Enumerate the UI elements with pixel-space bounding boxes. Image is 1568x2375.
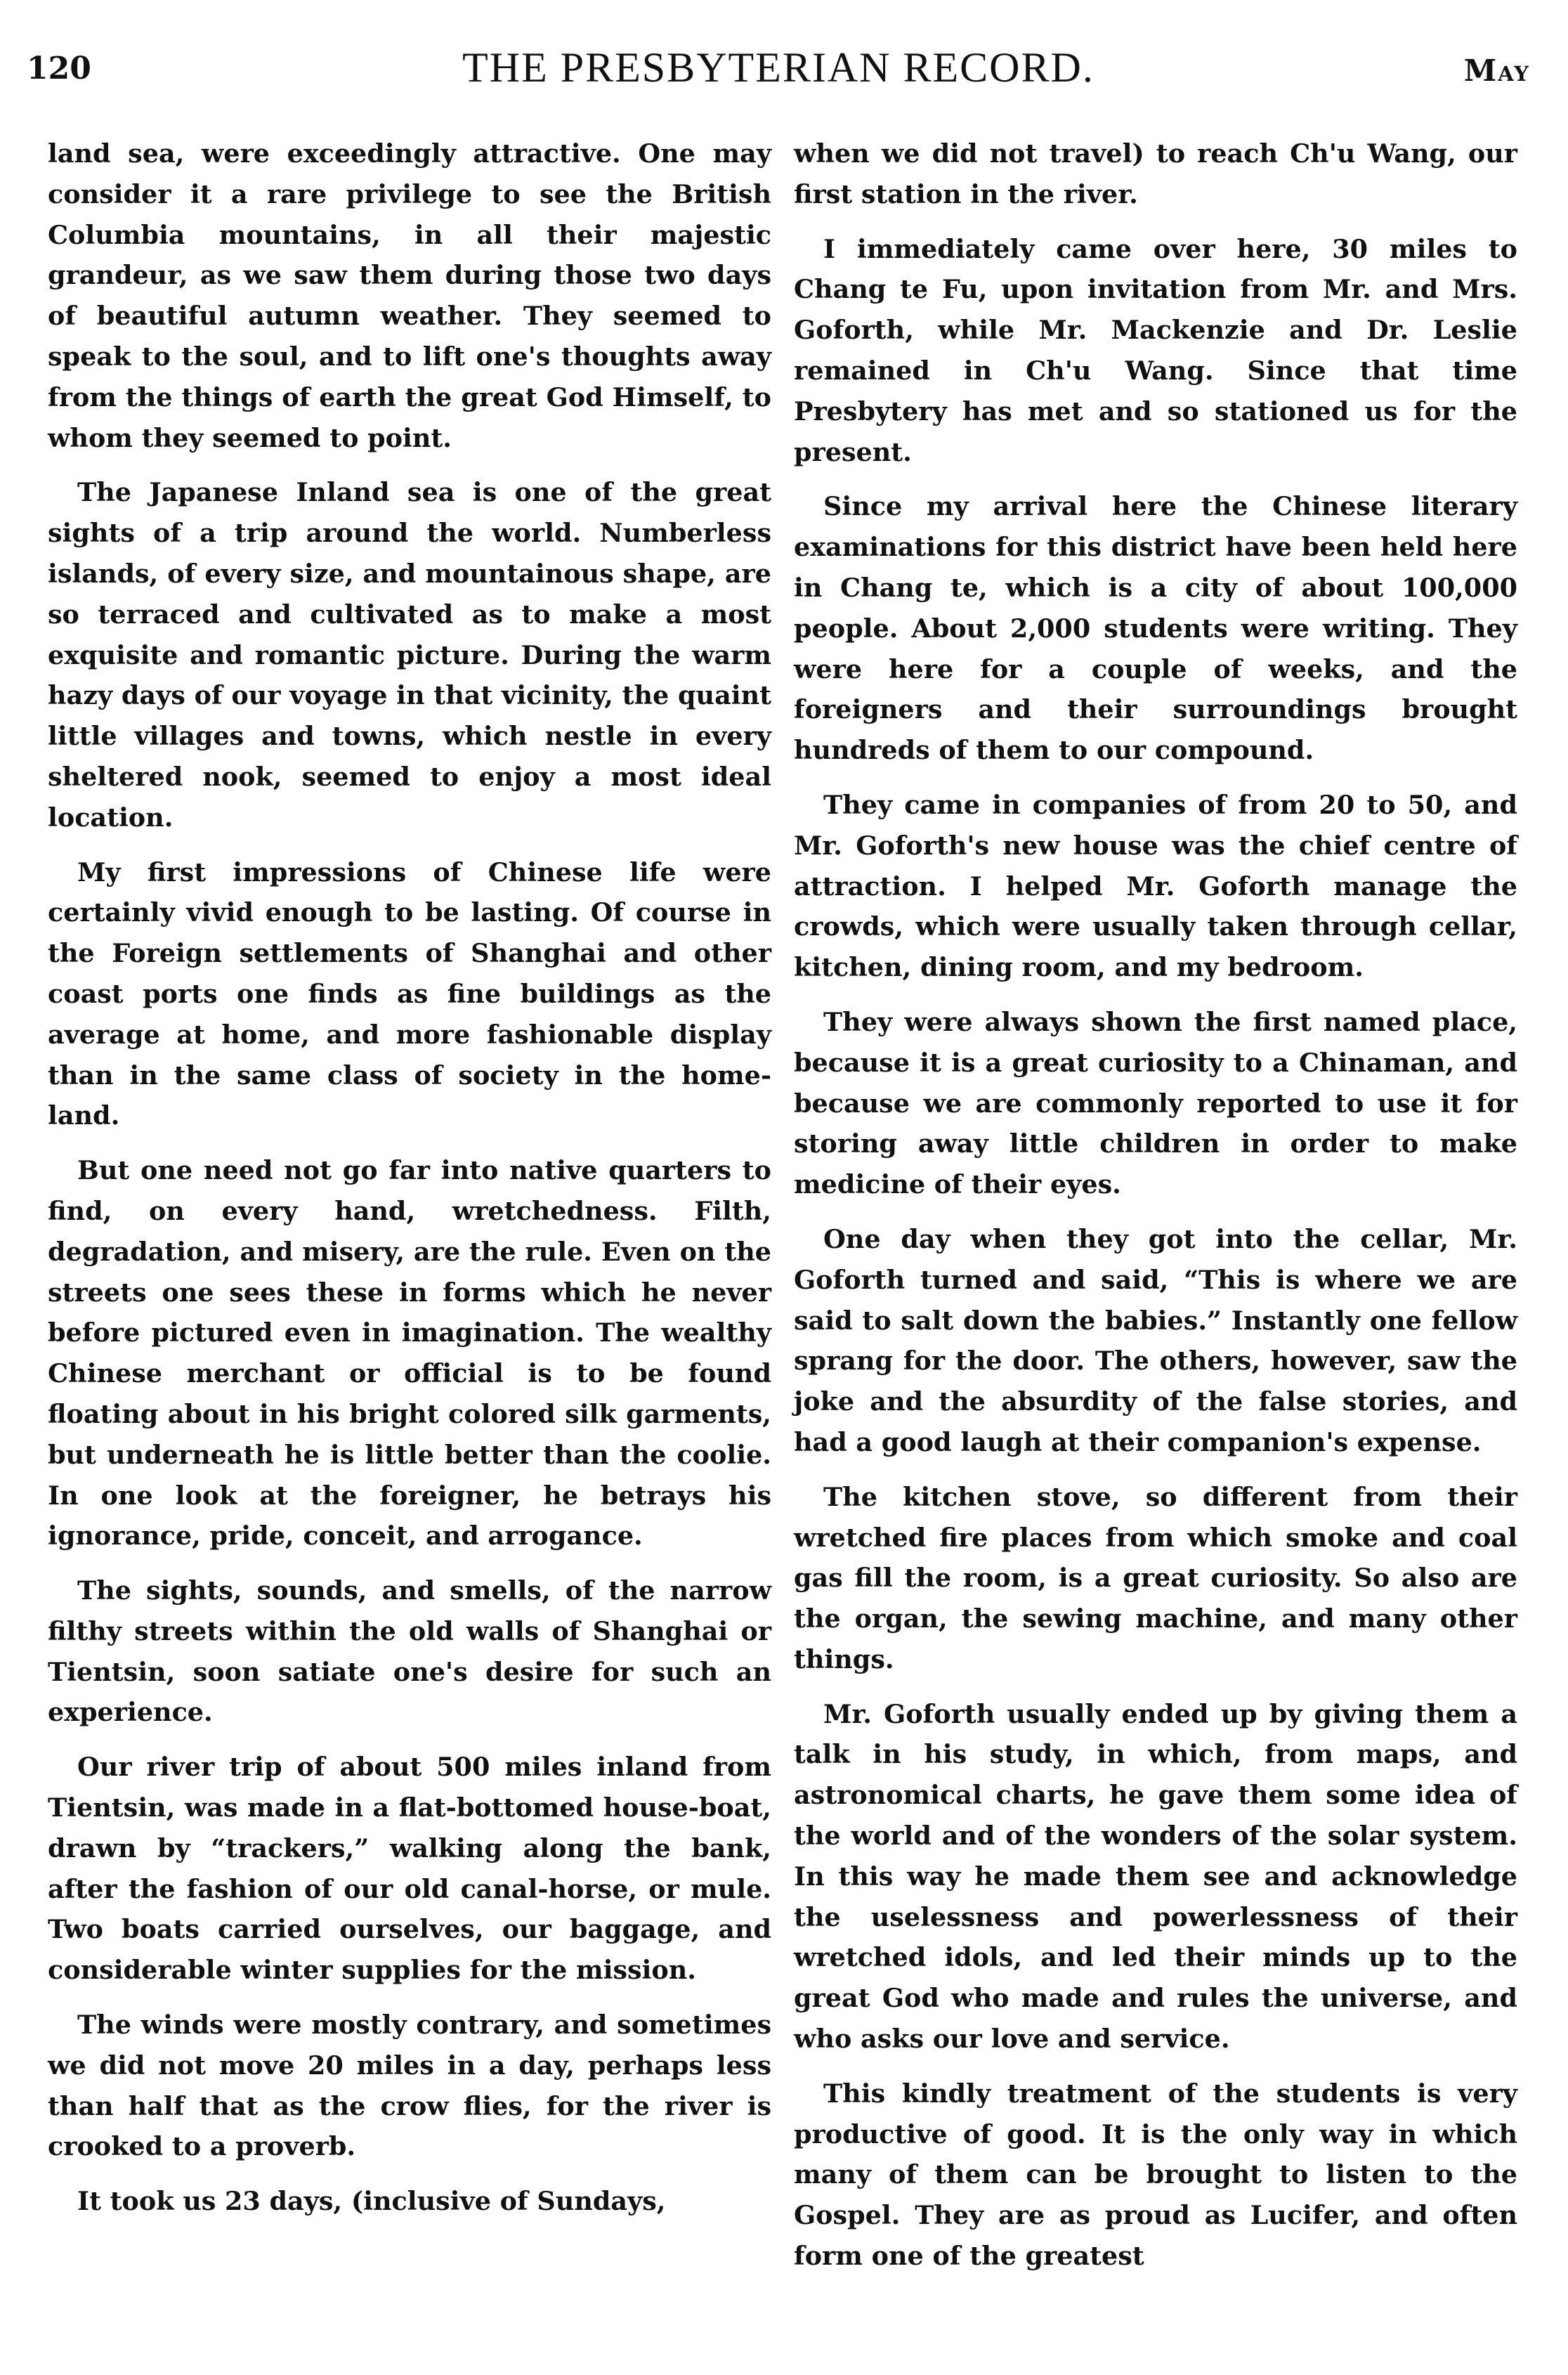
paragraph: Since my arrival here the Chinese literary examinations for this district have been held here in Chang te, which is a city of about 100,000 people. About 2,000 students were writing. They were here for a couple of weeks, and the foreigners and their surroundings brought hundreds of them to our compound. [794, 491, 1517, 766]
paragraph: land sea, were exceedingly attractive. One may consider it a rare privilege to see the British Columbia mountains, in all their majestic grandeur, as we saw them during those two days of beautiful autumn weather. They seemed to speak to the soul, and to lift one's thoughts away from the things of earth the great God Himself, to whom they seemed to point. [48, 138, 771, 453]
page-number: 120 [27, 51, 91, 86]
paragraph: They were always shown the first named place, because it is a great curiosity to a Chinaman, and because we are commonly reported to use it for storing away little children in order to make medicine of their eyes. [794, 1006, 1517, 1200]
running-title: THE PRESBYTERIAN RECORD. [462, 44, 1095, 91]
paragraph: One day when they got into the cellar, Mr. Goforth turned and said, “This is where we are said to salt down the babies.” Instantly one fellow sprang for the door. The others, however, saw the joke and the absurdity of the false stories, and had a good laugh at their companion's expense. [794, 1223, 1517, 1457]
paragraph: The kitchen stove, so different from their wretched fire places from which smoke and coal gas fill the room, is a great curiosity. So also are the organ, the sewing machine, and many other things. [794, 1481, 1517, 1674]
right-column [794, 134, 1517, 2291]
paragraph: Our river trip of about 500 miles inland from Tientsin, was made in a flat-bottomed house-boat, drawn by “trackers,” walking along the bank, after the fashion of our old canal-horse, or mule. Two boats carried ourselves, our baggage, and considerable winter supplies for the mission. [48, 1752, 771, 1986]
paragraph: But one need not go far into native quarters to find, on every hand, wretchedness. Filth, degradation, and misery, are the rule. Even on the streets one sees these in forms which he never before pictured even in imagination. The wealthy Chinese merchant or official is to be found floating about in his bright colored silk garments, but underneath he is little better than the coolie. In one look at the foreigner, he betrays his ignorance, pride, conceit, and arrogance. [48, 1155, 771, 1551]
left-column [48, 134, 771, 2236]
paragraph: It took us 23 days, (inclusive of Sundays, [77, 2186, 666, 2217]
paragraph: The Japanese Inland sea is one of the great sights of a trip around the world. Numberless islands, of every size, and mountainous shape, are so terraced and cultivated as to make a most exquisite and romantic picture. During the warm hazy days of our voyage in that vicinity, the quaint little villages and towns, which nestle in every sheltered nook, seemed to enjoy a most ideal location. [48, 477, 771, 833]
paragraph: The sights, sounds, and smells, of the narrow filthy streets within the old walls of Shanghai or Tientsin, soon satiate one's desire for such an experience. [48, 1575, 771, 1728]
issue-month: May [1463, 53, 1530, 88]
page-header [27, 44, 1530, 107]
paragraph: Mr. Goforth usually ended up by giving them a talk in his study, in which, from maps, and astronomical charts, he gave them some idea of the world and of the wonders of the solar system. In this way he made them see and acknowledge the uselessness and powerlessness of their wretched idols, and led their minds up to the great God who made and rules the universe, and who asks our love and service. [794, 1698, 1517, 2055]
paragraph: This kindly treatment of the students is very productive of good. It is the only way in which many of them can be brought to listen to the Gospel. They are as proud as Lucifer, and often form one of the greatest [794, 2078, 1517, 2272]
paragraph: My first impressions of Chinese life were certainly vivid enough to be lasting. Of course in the Foreign settlements of Shanghai and other coast ports one finds as fine buildings as the average at home, and more fashionable display than in the same class of society in the home-land. [48, 857, 771, 1131]
paragraph: I immediately came over here, 30 miles to Chang te Fu, upon invitation from Mr. and Mrs. Goforth, while Mr. Mackenzie and Dr. Leslie remained in Ch'u Wang. Since that time Presbytery has met and so stationed us for the present. [794, 233, 1517, 467]
paragraph: The winds were mostly contrary, and sometimes we did not move 20 miles in a day, perhaps less than half that as the crow flies, for the river is crooked to a proverb. [48, 2010, 771, 2162]
paragraph: They came in companies of from 20 to 50, and Mr. Goforth's new house was the chief centre of attraction. I helped Mr. Goforth manage the crowds, which were usually taken through cellar, kitchen, dining room, and my bedroom. [794, 789, 1517, 983]
paragraph: when we did not travel) to reach Ch'u Wang, our first station in the river. [794, 138, 1517, 209]
